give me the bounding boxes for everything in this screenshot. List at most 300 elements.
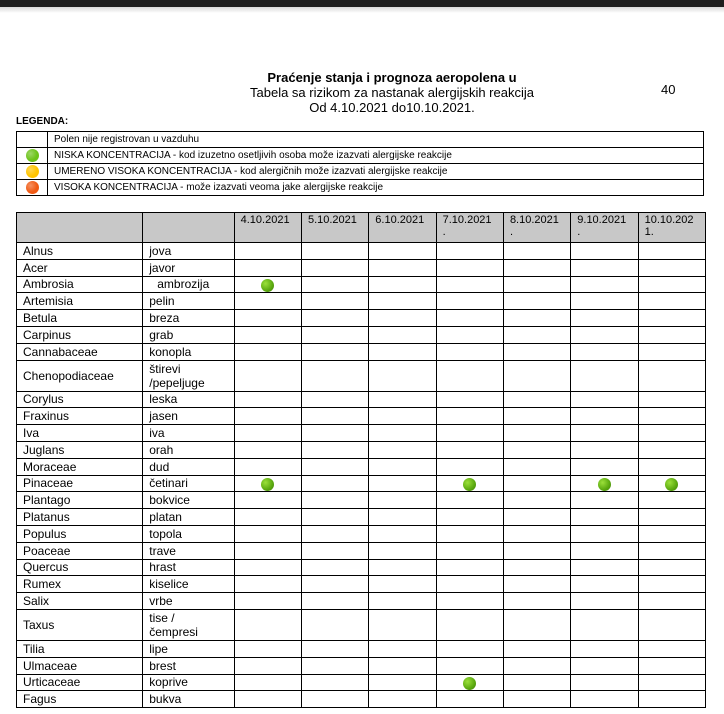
legend-swatch-cell: [17, 180, 48, 196]
concentration-cell: [234, 243, 301, 260]
local-name-cell: grab: [143, 326, 234, 343]
concentration-cell: [436, 408, 503, 425]
concentration-cell: [301, 492, 368, 509]
concentration-cell: [436, 441, 503, 458]
concentration-cell: [369, 425, 436, 442]
concentration-cell: [638, 609, 705, 640]
concentration-cell: [503, 425, 570, 442]
concentration-cell: [571, 243, 638, 260]
concentration-cell: [369, 657, 436, 674]
concentration-cell: [503, 259, 570, 276]
table-row: [17, 441, 706, 458]
latin-name-cell: Platanus: [17, 509, 143, 526]
latin-name-cell: Betula: [17, 310, 143, 327]
concentration-cell: [234, 425, 301, 442]
concentration-cell: [638, 525, 705, 542]
concentration-cell: [571, 691, 638, 708]
concentration-cell: [369, 243, 436, 260]
table-row: [17, 243, 706, 260]
low-concentration-dot: [598, 478, 611, 491]
latin-name-cell: Salix: [17, 593, 143, 610]
concentration-cell: [638, 492, 705, 509]
concentration-cell: [369, 609, 436, 640]
concentration-cell: [234, 609, 301, 640]
concentration-cell: [638, 310, 705, 327]
concentration-cell: [301, 360, 368, 391]
concentration-cell: [638, 276, 705, 293]
concentration-cell: [503, 509, 570, 526]
legend-row: [17, 132, 704, 148]
concentration-cell: [301, 559, 368, 576]
concentration-cell: [234, 559, 301, 576]
local-name-cell: lipe: [143, 640, 234, 657]
concentration-cell: [503, 276, 570, 293]
concentration-cell: [436, 492, 503, 509]
concentration-cell: [436, 243, 503, 260]
table-row: [17, 391, 706, 408]
local-name-cell: bukva: [143, 691, 234, 708]
concentration-cell: [638, 475, 705, 492]
concentration-cell: [571, 525, 638, 542]
concentration-cell: [369, 326, 436, 343]
legend-swatch-cell: [17, 148, 48, 164]
concentration-cell: [503, 475, 570, 492]
local-name-cell: jova: [143, 243, 234, 260]
concentration-cell: [638, 657, 705, 674]
concentration-cell: [503, 609, 570, 640]
latin-name-cell: Fagus: [17, 691, 143, 708]
concentration-cell: [234, 326, 301, 343]
table-row: [17, 525, 706, 542]
concentration-cell: [301, 640, 368, 657]
latin-name-cell: Taxus: [17, 609, 143, 640]
local-name-cell: pelin: [143, 293, 234, 310]
concentration-cell: [638, 360, 705, 391]
latin-name-cell: Pinaceae: [17, 475, 143, 492]
concentration-cell: [571, 343, 638, 360]
concentration-cell: [503, 492, 570, 509]
concentration-cell: [436, 525, 503, 542]
concentration-cell: [503, 391, 570, 408]
concentration-cell: [436, 326, 503, 343]
concentration-cell: [436, 293, 503, 310]
concentration-cell: [369, 408, 436, 425]
concentration-cell: [369, 458, 436, 475]
latin-name-cell: Tilia: [17, 640, 143, 657]
latin-name-cell: Chenopodiaceae: [17, 360, 143, 391]
header-latin-name: [17, 213, 143, 243]
concentration-cell: [234, 640, 301, 657]
concentration-cell: [234, 475, 301, 492]
concentration-cell: [436, 559, 503, 576]
latin-name-cell: Artemisia: [17, 293, 143, 310]
concentration-cell: [369, 525, 436, 542]
concentration-cell: [638, 408, 705, 425]
concentration-cell: [638, 542, 705, 559]
concentration-cell: [301, 657, 368, 674]
header-local-name: [143, 213, 234, 243]
concentration-cell: [503, 408, 570, 425]
concentration-cell: [436, 509, 503, 526]
concentration-cell: [571, 425, 638, 442]
concentration-cell: [503, 310, 570, 327]
latin-name-cell: Carpinus: [17, 326, 143, 343]
concentration-cell: [234, 391, 301, 408]
table-row: [17, 640, 706, 657]
concentration-cell: [503, 243, 570, 260]
local-name-cell: javor: [143, 259, 234, 276]
legend-table: [16, 131, 704, 196]
concentration-cell: [503, 360, 570, 391]
concentration-cell: [301, 475, 368, 492]
legend-text: NISKA KONCENTRACIJA - kod izuzetno osetljivih osoba može izazvati alergijske reakcije: [48, 148, 704, 164]
concentration-cell: [436, 276, 503, 293]
table-row: [17, 509, 706, 526]
concentration-cell: [301, 310, 368, 327]
concentration-cell: [301, 343, 368, 360]
concentration-cell: [503, 674, 570, 691]
concentration-cell: [571, 408, 638, 425]
concentration-cell: [301, 458, 368, 475]
concentration-cell: [503, 326, 570, 343]
concentration-cell: [503, 343, 570, 360]
legend-color-dot: [26, 165, 39, 178]
low-concentration-dot: [261, 279, 274, 292]
concentration-cell: [301, 293, 368, 310]
local-name-cell: četinari: [143, 475, 234, 492]
concentration-cell: [234, 458, 301, 475]
table-row: [17, 343, 706, 360]
local-name-cell: trave: [143, 542, 234, 559]
concentration-cell: [436, 593, 503, 610]
legend-swatch-cell: [17, 164, 48, 180]
page-number: 40: [661, 82, 676, 97]
concentration-cell: [638, 243, 705, 260]
concentration-cell: [638, 343, 705, 360]
document-header: [200, 70, 584, 115]
concentration-cell: [503, 640, 570, 657]
pollen-table: [16, 212, 706, 708]
concentration-cell: [234, 276, 301, 293]
local-name-cell: kiselice: [143, 576, 234, 593]
concentration-cell: [301, 525, 368, 542]
concentration-cell: [369, 542, 436, 559]
concentration-cell: [571, 458, 638, 475]
local-name-cell: orah: [143, 441, 234, 458]
concentration-cell: [638, 674, 705, 691]
concentration-cell: [234, 509, 301, 526]
concentration-cell: [436, 391, 503, 408]
concentration-cell: [571, 293, 638, 310]
concentration-cell: [301, 425, 368, 442]
concentration-cell: [301, 408, 368, 425]
concentration-cell: [638, 691, 705, 708]
concentration-cell: [369, 559, 436, 576]
local-name-cell: iva: [143, 425, 234, 442]
local-name-cell: dud: [143, 458, 234, 475]
concentration-cell: [369, 576, 436, 593]
table-row: [17, 425, 706, 442]
header-date: 4.10.2021: [234, 213, 301, 243]
concentration-cell: [503, 576, 570, 593]
latin-name-cell: Alnus: [17, 243, 143, 260]
local-name-cell: topola: [143, 525, 234, 542]
latin-name-cell: Iva: [17, 425, 143, 442]
header-date: 10.10.202 1.: [638, 213, 705, 243]
concentration-cell: [301, 576, 368, 593]
table-row: [17, 593, 706, 610]
concentration-cell: [571, 276, 638, 293]
concentration-cell: [638, 559, 705, 576]
concentration-cell: [638, 509, 705, 526]
table-row: [17, 492, 706, 509]
table-row: [17, 691, 706, 708]
latin-name-cell: Moraceae: [17, 458, 143, 475]
latin-name-cell: Urticaceae: [17, 674, 143, 691]
concentration-cell: [369, 475, 436, 492]
header-date: 8.10.2021 .: [503, 213, 570, 243]
concentration-cell: [369, 691, 436, 708]
table-row: [17, 310, 706, 327]
latin-name-cell: Cannabaceae: [17, 343, 143, 360]
concentration-cell: [369, 492, 436, 509]
document-period: Od 4.10.2021 do10.10.2021.: [309, 100, 475, 115]
table-header-row: [17, 213, 706, 243]
concentration-cell: [234, 691, 301, 708]
concentration-cell: [503, 657, 570, 674]
concentration-cell: [571, 326, 638, 343]
local-name-cell: leska: [143, 391, 234, 408]
concentration-cell: [638, 391, 705, 408]
concentration-cell: [503, 458, 570, 475]
local-name-cell: hrast: [143, 559, 234, 576]
header-date: 5.10.2021: [301, 213, 368, 243]
concentration-cell: [436, 343, 503, 360]
concentration-cell: [436, 691, 503, 708]
concentration-cell: [436, 458, 503, 475]
table-row: [17, 276, 706, 293]
header-date: 6.10.2021: [369, 213, 436, 243]
latin-name-cell: Corylus: [17, 391, 143, 408]
concentration-cell: [234, 576, 301, 593]
concentration-cell: [369, 509, 436, 526]
concentration-cell: [234, 441, 301, 458]
concentration-cell: [571, 475, 638, 492]
legend-color-dot: [26, 149, 39, 162]
concentration-cell: [234, 674, 301, 691]
concentration-cell: [436, 542, 503, 559]
concentration-cell: [571, 674, 638, 691]
legend-row: [17, 148, 704, 164]
latin-name-cell: Rumex: [17, 576, 143, 593]
concentration-cell: [234, 360, 301, 391]
table-row: [17, 609, 706, 640]
concentration-cell: [369, 343, 436, 360]
concentration-cell: [301, 691, 368, 708]
latin-name-cell: Populus: [17, 525, 143, 542]
concentration-cell: [436, 609, 503, 640]
header-date: 7.10.2021 .: [436, 213, 503, 243]
concentration-cell: [301, 593, 368, 610]
concentration-cell: [638, 259, 705, 276]
latin-name-cell: Juglans: [17, 441, 143, 458]
concentration-cell: [234, 492, 301, 509]
legend-row: [17, 180, 704, 196]
concentration-cell: [234, 542, 301, 559]
local-name-cell: konopla: [143, 343, 234, 360]
concentration-cell: [638, 326, 705, 343]
concentration-cell: [638, 593, 705, 610]
top-bar-shadow: [0, 7, 724, 13]
local-name-cell: ambrozija: [143, 276, 234, 293]
concentration-cell: [436, 425, 503, 442]
concentration-cell: [436, 674, 503, 691]
low-concentration-dot: [463, 478, 476, 491]
concentration-cell: [638, 441, 705, 458]
low-concentration-dot: [261, 478, 274, 491]
concentration-cell: [571, 391, 638, 408]
concentration-cell: [369, 360, 436, 391]
concentration-cell: [369, 640, 436, 657]
low-concentration-dot: [665, 478, 678, 491]
legend-color-dot: [26, 181, 39, 194]
table-row: [17, 674, 706, 691]
top-bar: [0, 0, 724, 7]
concentration-cell: [369, 674, 436, 691]
concentration-cell: [369, 259, 436, 276]
header-date: 9.10.2021 .: [571, 213, 638, 243]
concentration-cell: [301, 609, 368, 640]
concentration-cell: [301, 243, 368, 260]
latin-name-cell: Ambrosia: [17, 276, 143, 293]
concentration-cell: [436, 657, 503, 674]
legend-row: [17, 164, 704, 180]
concentration-cell: [234, 293, 301, 310]
concentration-cell: [571, 593, 638, 610]
concentration-cell: [234, 593, 301, 610]
legend-title: LEGENDA:: [16, 116, 69, 127]
concentration-cell: [369, 441, 436, 458]
latin-name-cell: Ulmaceae: [17, 657, 143, 674]
concentration-cell: [638, 458, 705, 475]
table-row: [17, 408, 706, 425]
concentration-cell: [301, 326, 368, 343]
concentration-cell: [503, 525, 570, 542]
concentration-cell: [369, 391, 436, 408]
concentration-cell: [301, 276, 368, 293]
concentration-cell: [571, 509, 638, 526]
latin-name-cell: Quercus: [17, 559, 143, 576]
table-row: [17, 657, 706, 674]
concentration-cell: [234, 525, 301, 542]
concentration-cell: [436, 475, 503, 492]
document-title: Praćenje stanja i prognoza aeropolena u: [267, 70, 517, 85]
concentration-cell: [301, 391, 368, 408]
local-name-cell: tise / čempresi: [143, 609, 234, 640]
concentration-cell: [301, 259, 368, 276]
local-name-cell: breza: [143, 310, 234, 327]
legend-text: UMERENO VISOKA KONCENTRACIJA - kod alergičnih može izazvati alergijske reakcije: [48, 164, 704, 180]
local-name-cell: platan: [143, 509, 234, 526]
concentration-cell: [503, 593, 570, 610]
concentration-cell: [369, 593, 436, 610]
concentration-cell: [571, 657, 638, 674]
concentration-cell: [234, 408, 301, 425]
concentration-cell: [234, 310, 301, 327]
concentration-cell: [571, 259, 638, 276]
table-row: [17, 458, 706, 475]
local-name-cell: štirevi /pepeljuge: [143, 360, 234, 391]
table-row: [17, 360, 706, 391]
concentration-cell: [369, 276, 436, 293]
concentration-cell: [638, 293, 705, 310]
concentration-cell: [301, 542, 368, 559]
concentration-cell: [571, 609, 638, 640]
concentration-cell: [503, 559, 570, 576]
concentration-cell: [571, 576, 638, 593]
legend-text: VISOKA KONCENTRACIJA - može izazvati veoma jake alergijske reakcije: [48, 180, 704, 196]
concentration-cell: [571, 441, 638, 458]
concentration-cell: [234, 259, 301, 276]
concentration-cell: [436, 576, 503, 593]
table-row: [17, 475, 706, 492]
concentration-cell: [503, 691, 570, 708]
concentration-cell: [369, 293, 436, 310]
latin-name-cell: Poaceae: [17, 542, 143, 559]
local-name-cell: koprive: [143, 674, 234, 691]
local-name-cell: bokvice: [143, 492, 234, 509]
concentration-cell: [436, 640, 503, 657]
concentration-cell: [436, 259, 503, 276]
table-row: [17, 542, 706, 559]
concentration-cell: [571, 559, 638, 576]
concentration-cell: [571, 492, 638, 509]
concentration-cell: [571, 360, 638, 391]
concentration-cell: [571, 542, 638, 559]
concentration-cell: [638, 640, 705, 657]
concentration-cell: [571, 310, 638, 327]
concentration-cell: [234, 343, 301, 360]
concentration-cell: [503, 542, 570, 559]
concentration-cell: [301, 509, 368, 526]
latin-name-cell: Plantago: [17, 492, 143, 509]
concentration-cell: [503, 441, 570, 458]
concentration-cell: [301, 674, 368, 691]
concentration-cell: [638, 425, 705, 442]
concentration-cell: [301, 441, 368, 458]
concentration-cell: [436, 360, 503, 391]
table-row: [17, 326, 706, 343]
concentration-cell: [638, 576, 705, 593]
table-row: [17, 559, 706, 576]
concentration-cell: [503, 293, 570, 310]
document-subtitle: Tabela sa rizikom za nastanak alergijskih reakcija: [250, 85, 534, 100]
table-row: [17, 293, 706, 310]
latin-name-cell: Fraxinus: [17, 408, 143, 425]
legend-text: Polen nije registrovan u vazduhu: [48, 132, 704, 148]
table-row: [17, 259, 706, 276]
legend-swatch-cell: [17, 132, 48, 148]
concentration-cell: [369, 310, 436, 327]
local-name-cell: brest: [143, 657, 234, 674]
concentration-cell: [571, 640, 638, 657]
low-concentration-dot: [463, 677, 476, 690]
latin-name-cell: Acer: [17, 259, 143, 276]
concentration-cell: [234, 657, 301, 674]
concentration-cell: [436, 310, 503, 327]
local-name-cell: jasen: [143, 408, 234, 425]
table-row: [17, 576, 706, 593]
